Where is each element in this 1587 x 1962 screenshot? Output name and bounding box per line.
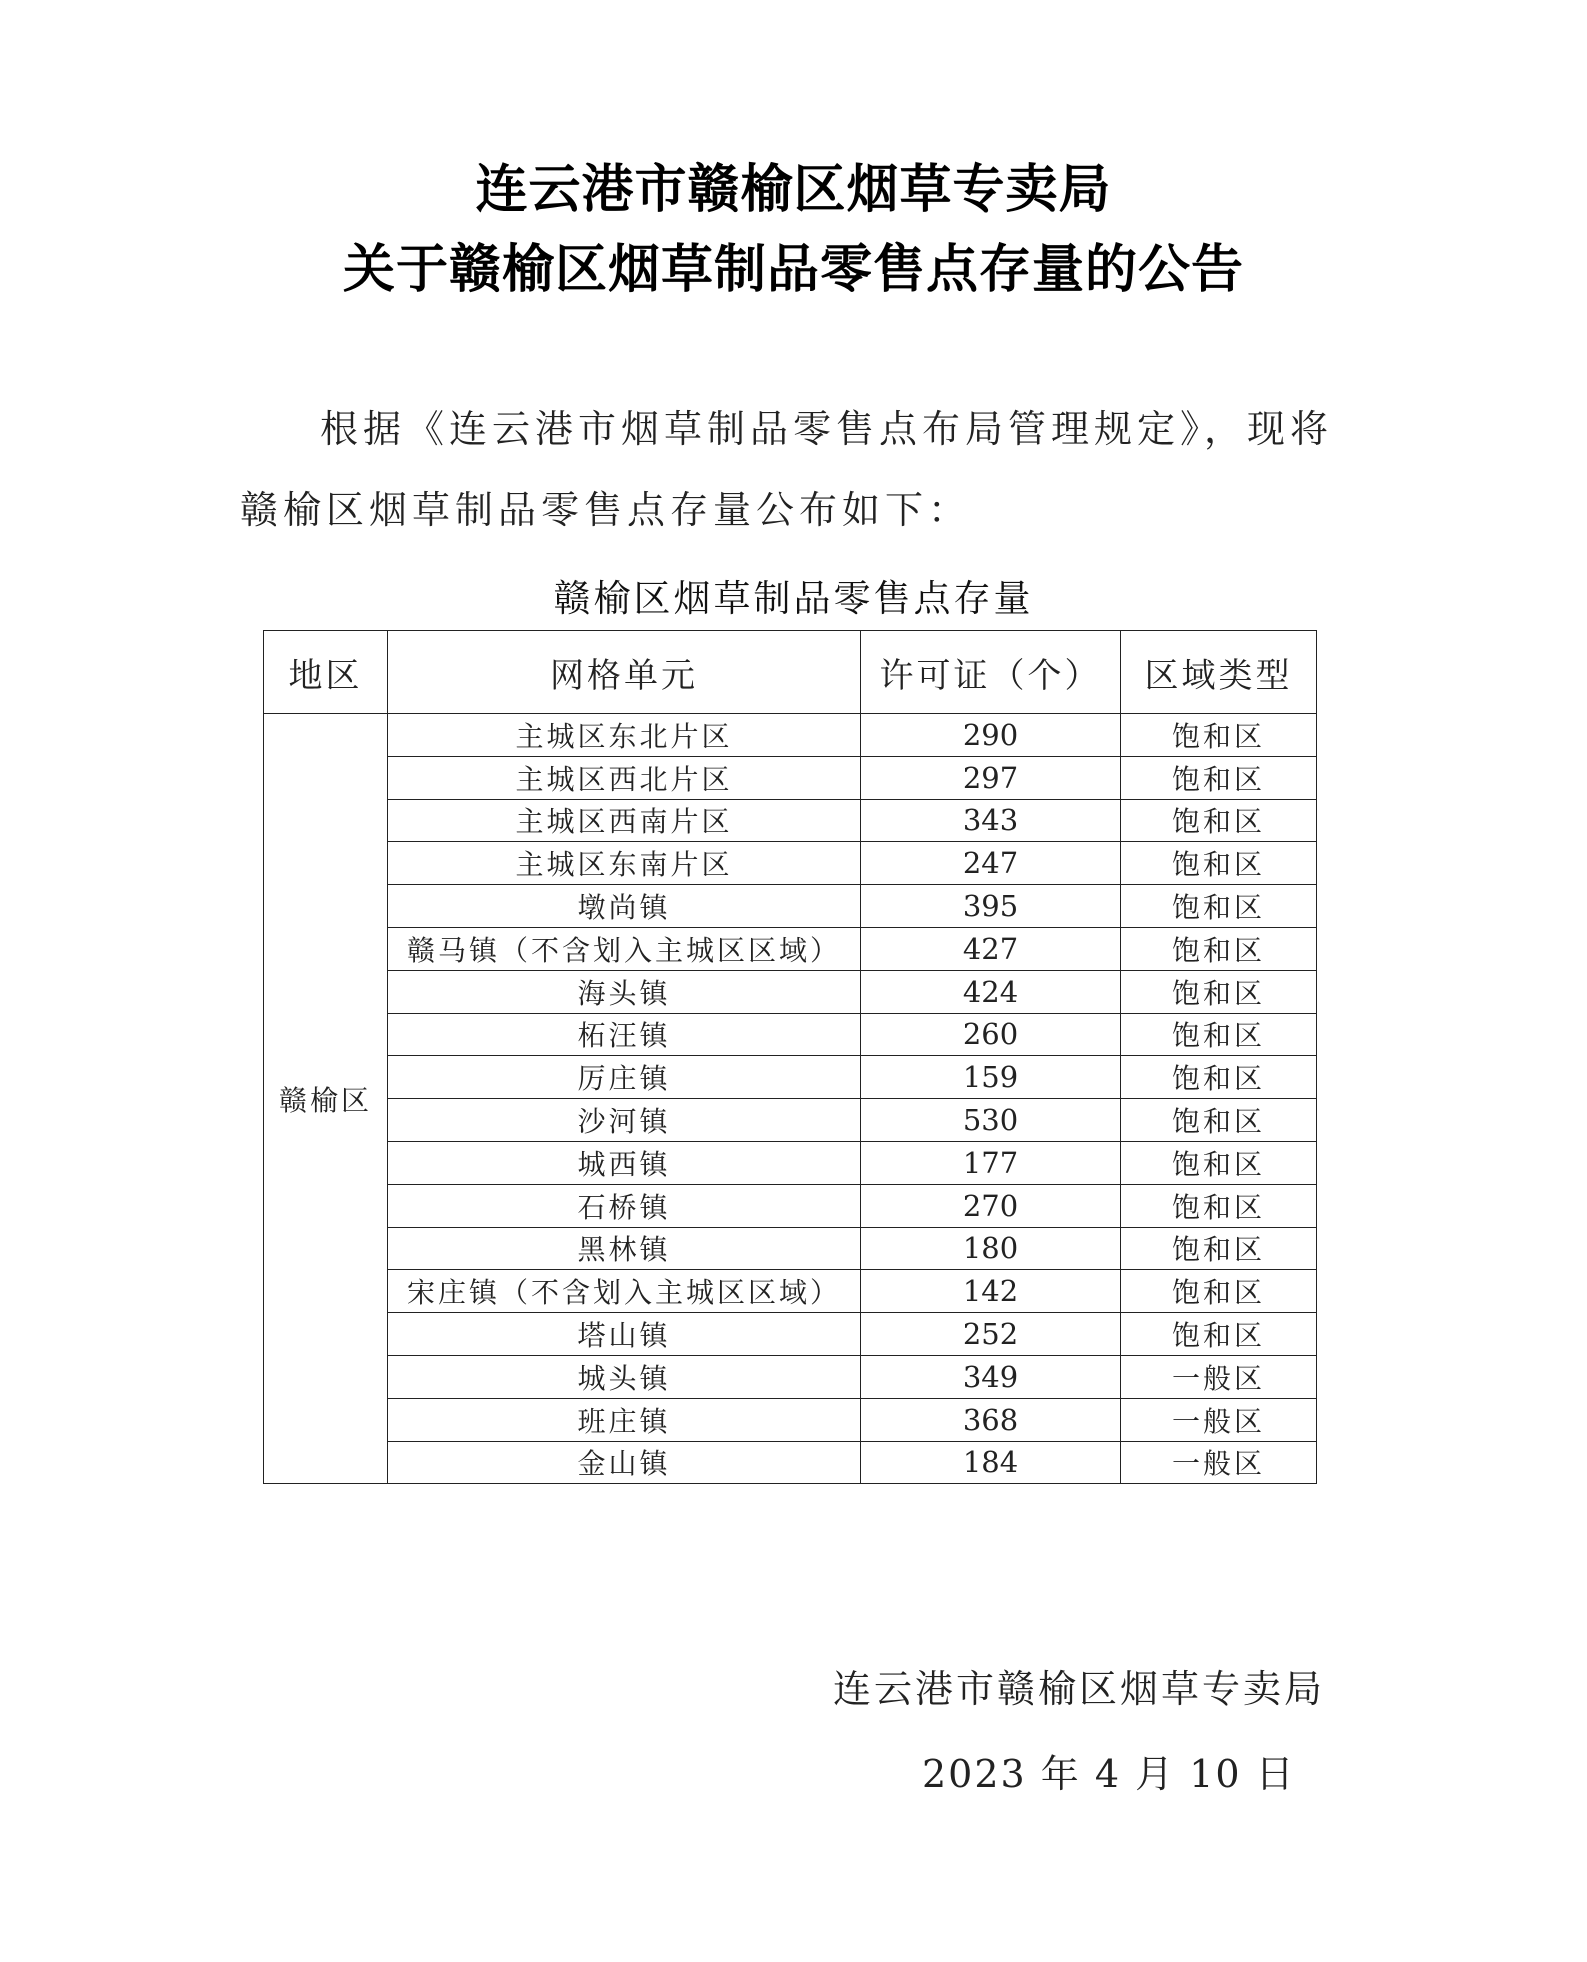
issuer-signature: 连云港市赣榆区烟草专卖局 (833, 1667, 1326, 1711)
zone-type-cell: 饱和区 (1121, 842, 1317, 885)
license-count-cell: 349 (861, 1355, 1121, 1398)
header-grid-unit: 网格单元 (388, 631, 861, 714)
grid-unit-cell: 黑林镇 (388, 1227, 861, 1270)
license-count-cell: 297 (861, 756, 1121, 799)
body-paragraph-line1: 根据《连云港市烟草制品零售点布局管理规定》，现将 (320, 407, 1334, 451)
license-count-cell: 184 (861, 1441, 1121, 1484)
zone-type-cell: 饱和区 (1121, 1099, 1317, 1142)
table-row (264, 970, 1317, 1013)
license-count-cell: 260 (861, 1013, 1121, 1056)
grid-unit-cell: 城西镇 (388, 1141, 861, 1184)
zone-type-cell: 饱和区 (1121, 970, 1317, 1013)
table-row (264, 1441, 1317, 1484)
grid-unit-cell: 宋庄镇（不含划入主城区区域） (388, 1270, 861, 1313)
document-title-line2: 关于赣榆区烟草制品零售点存量的公告 (342, 239, 1244, 300)
zone-type-cell: 一般区 (1121, 1355, 1317, 1398)
license-count-cell: 142 (861, 1270, 1121, 1313)
document-title-line1: 连云港市赣榆区烟草专卖局 (475, 159, 1112, 220)
license-count-cell: 247 (861, 842, 1121, 885)
zone-type-cell: 饱和区 (1121, 799, 1317, 842)
table-row (264, 885, 1317, 928)
table-row (264, 1184, 1317, 1227)
table-row (264, 1313, 1317, 1356)
zone-type-cell: 饱和区 (1121, 1013, 1317, 1056)
zone-type-cell: 饱和区 (1121, 1270, 1317, 1313)
license-count-cell: 368 (861, 1398, 1121, 1441)
license-count-cell: 395 (861, 885, 1121, 928)
license-count-cell: 270 (861, 1184, 1121, 1227)
table-body (264, 714, 1317, 1484)
table-row (264, 1227, 1317, 1270)
region-cell: 赣榆区 (264, 714, 388, 1484)
grid-unit-cell: 塔山镇 (388, 1313, 861, 1356)
license-count-cell: 290 (861, 714, 1121, 757)
table-row (264, 842, 1317, 885)
table-row (264, 714, 1317, 757)
grid-unit-cell: 海头镇 (388, 970, 861, 1013)
table-row (264, 1355, 1317, 1398)
license-count-cell: 159 (861, 1056, 1121, 1099)
license-count-cell: 427 (861, 927, 1121, 970)
license-count-cell: 177 (861, 1141, 1121, 1184)
grid-unit-cell: 主城区东北片区 (388, 714, 861, 757)
header-zone-type: 区域类型 (1121, 631, 1317, 714)
zone-type-cell: 饱和区 (1121, 927, 1317, 970)
header-license-count: 许可证（个） (861, 631, 1121, 714)
retail-points-table (263, 630, 1317, 1484)
grid-unit-cell: 主城区东南片区 (388, 842, 861, 885)
grid-unit-cell: 墩尚镇 (388, 885, 861, 928)
grid-unit-cell: 石桥镇 (388, 1184, 861, 1227)
table-row (264, 1398, 1317, 1441)
license-count-cell: 424 (861, 970, 1121, 1013)
header-region: 地区 (264, 631, 388, 714)
license-count-cell: 343 (861, 799, 1121, 842)
zone-type-cell: 一般区 (1121, 1441, 1317, 1484)
zone-type-cell: 一般区 (1121, 1398, 1317, 1441)
grid-unit-cell: 主城区西南片区 (388, 799, 861, 842)
grid-unit-cell: 主城区西北片区 (388, 756, 861, 799)
body-paragraph-line2: 赣榆区烟草制品零售点存量公布如下： (240, 488, 972, 532)
zone-type-cell: 饱和区 (1121, 1313, 1317, 1356)
zone-type-cell: 饱和区 (1121, 714, 1317, 757)
license-count-cell: 252 (861, 1313, 1121, 1356)
table-row (264, 1013, 1317, 1056)
zone-type-cell: 饱和区 (1121, 1184, 1317, 1227)
grid-unit-cell: 金山镇 (388, 1441, 861, 1484)
grid-unit-cell: 柘汪镇 (388, 1013, 861, 1056)
grid-unit-cell: 厉庄镇 (388, 1056, 861, 1099)
table-caption: 赣榆区烟草制品零售点存量 (553, 577, 1034, 620)
grid-unit-cell: 班庄镇 (388, 1398, 861, 1441)
license-count-cell: 180 (861, 1227, 1121, 1270)
license-count-cell: 530 (861, 1099, 1121, 1142)
grid-unit-cell: 赣马镇（不含划入主城区区域） (388, 927, 861, 970)
issue-date: 2023 年 4 月 10 日 (922, 1752, 1296, 1796)
table-row (264, 1270, 1317, 1313)
zone-type-cell: 饱和区 (1121, 885, 1317, 928)
table-row (264, 799, 1317, 842)
table-row (264, 927, 1317, 970)
table-row (264, 1099, 1317, 1142)
zone-type-cell: 饱和区 (1121, 756, 1317, 799)
table-row (264, 1141, 1317, 1184)
table-header-row (264, 631, 1317, 714)
zone-type-cell: 饱和区 (1121, 1141, 1317, 1184)
zone-type-cell: 饱和区 (1121, 1227, 1317, 1270)
table-row (264, 756, 1317, 799)
table-row (264, 1056, 1317, 1099)
grid-unit-cell: 沙河镇 (388, 1099, 861, 1142)
grid-unit-cell: 城头镇 (388, 1355, 861, 1398)
zone-type-cell: 饱和区 (1121, 1056, 1317, 1099)
